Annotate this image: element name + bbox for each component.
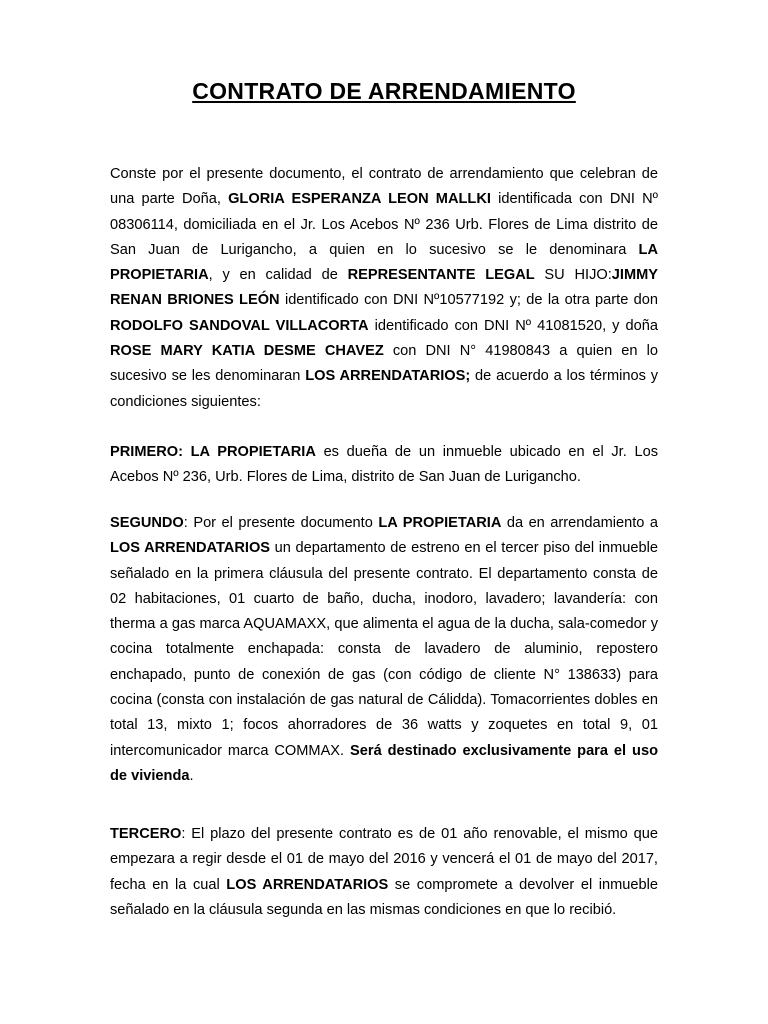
document-title: CONTRATO DE ARRENDAMIENTO [192, 78, 576, 104]
tenants-role: LOS ARRENDATARIOS; [305, 368, 471, 385]
intro-text-2: identificada con DNI Nº 08306114, domiciliada en el Jr. Los Acebos Nº 236 Urb. Flores de Lima distrito de San Juan de Lurigancho, a quien en lo sucesivo se le denominara [110, 191, 658, 258]
legal-rep-name: JIMMY RENAN BRIONES LEÓN [110, 267, 658, 309]
clause-segundo [110, 511, 658, 789]
owner-role: LA PROPIETARIA [110, 241, 658, 284]
owner-name: GLORIA ESPERANZA LEON MALLKI [228, 191, 491, 208]
intro-text-6: identificado con DNI Nº 41081520, y doña [368, 317, 658, 334]
clause-tercero-tenants: LOS ARRENDATARIOS [226, 876, 389, 893]
clause-segundo-use: Será destinado exclusivamente para el uso de vivienda [110, 742, 658, 784]
intro-text-3: , y en calidad de [208, 267, 348, 284]
intro-paragraph [110, 162, 658, 415]
intro-text-1: Conste por el presente documento, el contrato de arrendamiento que celebran de una parte Doña, [110, 166, 658, 208]
clause-tercero-text-1: : El plazo del presente contrato es de 01 año renovable, el mismo que empezara a regir desde el 01 de mayo del 2016 y vencerá el 01 de mayo del 2017, fecha en la cual [110, 826, 658, 893]
clause-segundo-text-2: da en arrendamiento a [501, 515, 658, 531]
intro-text-4: SU HIJO: [534, 267, 612, 284]
clause-segundo-text-4: . [189, 767, 194, 784]
clause-tercero-heading: TERCERO [110, 826, 182, 842]
tenant-2-name: ROSE MARY KATIA DESME CHAVEZ [110, 343, 384, 360]
clause-primero-text: es dueña de un inmueble ubicado en el Jr. Los Acebos Nº 236, Urb. Flores de Lima, distrito de San Juan de Lurigancho. [110, 444, 658, 486]
clause-segundo-tenants: LOS ARRENDATARIOS [110, 540, 271, 557]
clause-segundo-heading: SEGUNDO [110, 515, 184, 531]
clause-primero [110, 440, 658, 491]
intro-text-7: con DNI N° 41980843 a quien en lo sucesivo se les denominaran [110, 343, 658, 385]
clause-primero-heading: PRIMERO: LA PROPIETARIA [110, 444, 316, 460]
clause-segundo-text-1: : Por el presente documento [183, 515, 379, 531]
legal-rep-label: REPRESENTANTE LEGAL [347, 267, 535, 284]
intro-text-5: identificado con DNI Nº10577192 y; de la otra parte don [279, 292, 659, 309]
clause-tercero-text-2: se compromete a devolver el inmueble señalado en la cláusula segunda en las mismas condiciones en que lo recibió. [110, 876, 658, 918]
intro-text-8: de acuerdo a los términos y condiciones siguientes: [110, 368, 658, 410]
clause-segundo-text-3: un departamento de estreno en el tercer piso del inmueble señalado en la primera cláusula del presente contrato. El departamento consta de 02 habitaciones, 01 cuarto de baño, ducha, inodoro, lavadero; lavandería: con therma a gas marca AQUAMAXX, que alimenta el agua de la ducha, sala-comedor y cocina totalmente enchapada: consta de lavadero de aluminio, repostero enchapado, punto de conexión de gas (con código de cliente N° 138633) para cocina (consta con instalación de gas natural de Cálidda). Tomacorrientes dobles en total 13, mixto 1; focos ahorradores de 36 watts y zoquetes en total 9, 01 intercomunicador marca COMMAX. [110, 540, 658, 759]
tenant-1-name: RODOLFO SANDOVAL VILLACORTA [110, 317, 369, 334]
clause-segundo-owner: LA PROPIETARIA [378, 515, 502, 531]
clause-tercero [110, 822, 658, 923]
